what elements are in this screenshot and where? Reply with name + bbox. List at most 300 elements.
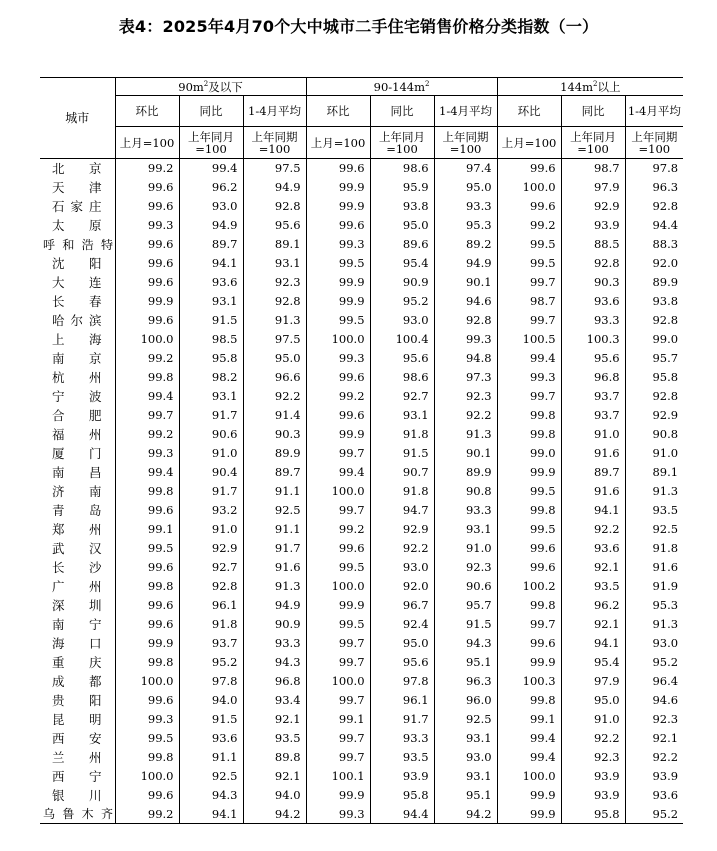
value-cell: 94.4 <box>370 805 434 824</box>
table-row <box>40 710 683 729</box>
value-cell: 99.7 <box>306 691 370 710</box>
value-cell: 92.0 <box>625 254 683 273</box>
city-cell: 武汉 <box>52 541 102 556</box>
value-cell: 92.2 <box>625 748 683 767</box>
value-cell: 91.0 <box>625 444 683 463</box>
value-cell: 99.6 <box>115 596 179 615</box>
table-row <box>40 216 683 235</box>
value-cell: 96.1 <box>370 691 434 710</box>
value-cell: 97.5 <box>243 330 306 349</box>
value-cell: 99.7 <box>497 311 561 330</box>
value-cell: 95.3 <box>434 216 497 235</box>
value-cell: 91.3 <box>243 311 306 330</box>
value-cell: 93.1 <box>179 292 243 311</box>
value-cell: 93.9 <box>370 767 434 786</box>
value-cell: 92.8 <box>625 311 683 330</box>
value-cell: 95.8 <box>370 786 434 805</box>
value-cell: 99.8 <box>497 406 561 425</box>
city-cell: 海口 <box>52 636 102 651</box>
value-cell: 98.7 <box>497 292 561 311</box>
subheader-yoy: 同比 <box>370 96 434 127</box>
value-cell: 94.6 <box>434 292 497 311</box>
value-cell: 92.2 <box>243 387 306 406</box>
value-cell: 95.8 <box>179 349 243 368</box>
group-header-90-144: $90-144m^2$ <box>306 78 497 96</box>
value-cell: 94.4 <box>625 216 683 235</box>
value-cell: 100.0 <box>306 672 370 691</box>
value-cell: 90.8 <box>434 482 497 501</box>
group-header-under-90: $90m^2$及以下 <box>115 78 306 96</box>
value-cell: 95.8 <box>561 805 625 824</box>
value-cell: 99.7 <box>306 748 370 767</box>
value-cell: 95.0 <box>243 349 306 368</box>
table-row <box>40 672 683 691</box>
city-cell: 长春 <box>52 294 102 309</box>
value-cell: 94.9 <box>243 178 306 197</box>
value-cell: 91.3 <box>434 425 497 444</box>
value-cell: 93.9 <box>561 216 625 235</box>
value-cell: 99.6 <box>306 406 370 425</box>
value-cell: 95.0 <box>370 634 434 653</box>
value-cell: 93.0 <box>625 634 683 653</box>
value-cell: 93.5 <box>370 748 434 767</box>
value-cell: 92.8 <box>625 387 683 406</box>
value-cell: 93.9 <box>625 767 683 786</box>
value-cell: 89.7 <box>243 463 306 482</box>
city-cell: 济南 <box>52 484 102 499</box>
value-cell: 99.3 <box>115 710 179 729</box>
value-cell: 90.3 <box>561 273 625 292</box>
value-cell: 94.0 <box>243 786 306 805</box>
value-cell: 88.5 <box>561 235 625 254</box>
value-cell: 95.4 <box>561 653 625 672</box>
value-cell: 99.9 <box>306 786 370 805</box>
value-cell: 99.7 <box>497 387 561 406</box>
city-column-header: 城市 <box>40 78 115 159</box>
value-cell: 92.5 <box>434 710 497 729</box>
value-cell: 94.3 <box>179 786 243 805</box>
city-cell: 南京 <box>52 351 102 366</box>
value-cell: 96.3 <box>434 672 497 691</box>
value-cell: 96.8 <box>561 368 625 387</box>
city-cell: 呼和浩特 <box>43 237 113 252</box>
city-cell: 石家庄 <box>52 199 102 214</box>
value-cell: 92.8 <box>625 197 683 216</box>
city-cell: 兰州 <box>52 750 102 765</box>
city-cell: 成都 <box>52 674 102 689</box>
value-cell: 99.7 <box>306 444 370 463</box>
value-cell: 95.7 <box>434 596 497 615</box>
base-same-month-last-year: 上年同月=100 <box>179 127 243 159</box>
city-cell: 重庆 <box>52 655 102 670</box>
value-cell: 92.9 <box>370 520 434 539</box>
value-cell: 91.1 <box>243 520 306 539</box>
value-cell: 91.7 <box>243 539 306 558</box>
value-cell: 99.5 <box>497 520 561 539</box>
value-cell: 96.0 <box>434 691 497 710</box>
value-cell: 92.2 <box>561 729 625 748</box>
value-cell: 89.9 <box>625 273 683 292</box>
value-cell: 99.7 <box>306 634 370 653</box>
value-cell: 100.0 <box>115 767 179 786</box>
value-cell: 99.6 <box>497 634 561 653</box>
value-cell: 99.7 <box>306 729 370 748</box>
value-cell: 90.6 <box>179 425 243 444</box>
value-cell: 99.3 <box>306 805 370 824</box>
value-cell: 100.0 <box>115 672 179 691</box>
base-same-month-last-year: 上年同月=100 <box>370 127 434 159</box>
value-cell: 99.6 <box>115 178 179 197</box>
value-cell: 95.9 <box>370 178 434 197</box>
value-cell: 100.0 <box>115 330 179 349</box>
value-cell: 97.8 <box>625 159 683 178</box>
city-cell: 南昌 <box>52 465 102 480</box>
city-cell: 杭州 <box>52 370 102 385</box>
value-cell: 91.3 <box>625 615 683 634</box>
value-cell: 95.0 <box>434 178 497 197</box>
value-cell: 91.0 <box>179 444 243 463</box>
value-cell: 95.6 <box>561 349 625 368</box>
value-cell: 93.7 <box>179 634 243 653</box>
table-row <box>40 254 683 273</box>
value-cell: 91.8 <box>625 539 683 558</box>
value-cell: 96.7 <box>370 596 434 615</box>
value-cell: 99.3 <box>306 349 370 368</box>
value-cell: 89.9 <box>243 444 306 463</box>
table-row <box>40 520 683 539</box>
value-cell: 93.6 <box>561 292 625 311</box>
value-cell: 96.4 <box>625 672 683 691</box>
value-cell: 95.6 <box>243 216 306 235</box>
value-cell: 93.8 <box>625 292 683 311</box>
value-cell: 98.5 <box>179 330 243 349</box>
value-cell: 99.1 <box>115 520 179 539</box>
value-cell: 94.3 <box>243 653 306 672</box>
value-cell: 93.1 <box>434 729 497 748</box>
value-cell: 93.8 <box>370 197 434 216</box>
value-cell: 93.7 <box>561 387 625 406</box>
value-cell: 91.1 <box>243 482 306 501</box>
value-cell: 99.2 <box>306 387 370 406</box>
value-cell: 89.1 <box>243 235 306 254</box>
value-cell: 92.3 <box>243 273 306 292</box>
value-cell: 93.1 <box>370 406 434 425</box>
table-row <box>40 596 683 615</box>
value-cell: 93.0 <box>434 748 497 767</box>
value-cell: 99.9 <box>306 292 370 311</box>
value-cell: 92.8 <box>243 292 306 311</box>
value-cell: 99.8 <box>115 748 179 767</box>
city-cell: 南宁 <box>52 617 102 632</box>
value-cell: 99.5 <box>306 558 370 577</box>
value-cell: 95.2 <box>179 653 243 672</box>
table-row <box>40 178 683 197</box>
city-cell: 沈阳 <box>52 256 102 271</box>
value-cell: 93.1 <box>243 254 306 273</box>
value-cell: 99.9 <box>115 292 179 311</box>
value-cell: 100.3 <box>561 330 625 349</box>
value-cell: 92.8 <box>179 577 243 596</box>
value-cell: 97.8 <box>370 672 434 691</box>
value-cell: 99.5 <box>306 615 370 634</box>
value-cell: 99.3 <box>115 444 179 463</box>
value-cell: 92.2 <box>370 539 434 558</box>
value-cell: 95.1 <box>434 786 497 805</box>
city-cell: 太原 <box>52 218 102 233</box>
value-cell: 93.3 <box>434 501 497 520</box>
value-cell: 92.7 <box>370 387 434 406</box>
value-cell: 89.8 <box>243 748 306 767</box>
subheader-ytd-avg: 1-4月平均 <box>625 96 683 127</box>
value-cell: 95.6 <box>370 349 434 368</box>
base-last-month: 上月=100 <box>497 127 561 159</box>
value-cell: 93.3 <box>561 311 625 330</box>
value-cell: 99.2 <box>306 520 370 539</box>
value-cell: 99.9 <box>497 786 561 805</box>
value-cell: 95.2 <box>625 653 683 672</box>
value-cell: 97.3 <box>434 368 497 387</box>
value-cell: 99.6 <box>497 197 561 216</box>
table-title: 表4：2025年4月70个大中城市二手住宅销售价格分类指数（一） <box>118 17 599 36</box>
value-cell: 99.6 <box>115 691 179 710</box>
value-cell: 100.0 <box>497 767 561 786</box>
value-cell: 93.4 <box>243 691 306 710</box>
table-row <box>40 482 683 501</box>
value-cell: 99.9 <box>497 805 561 824</box>
value-cell: 96.3 <box>625 178 683 197</box>
value-cell: 92.4 <box>370 615 434 634</box>
value-cell: 95.3 <box>625 596 683 615</box>
value-cell: 99.5 <box>115 539 179 558</box>
value-cell: 96.2 <box>179 178 243 197</box>
value-cell: 99.6 <box>497 539 561 558</box>
table-row <box>40 558 683 577</box>
table-row <box>40 368 683 387</box>
value-cell: 99.8 <box>115 577 179 596</box>
value-cell: 93.6 <box>625 786 683 805</box>
value-cell: 97.8 <box>179 672 243 691</box>
value-cell: 91.0 <box>561 710 625 729</box>
value-cell: 100.4 <box>370 330 434 349</box>
value-cell: 91.7 <box>370 710 434 729</box>
subheader-yoy: 同比 <box>561 96 625 127</box>
value-cell: 92.9 <box>179 539 243 558</box>
value-cell: 94.9 <box>434 254 497 273</box>
table-row <box>40 197 683 216</box>
value-cell: 99.1 <box>497 710 561 729</box>
value-cell: 99.1 <box>306 710 370 729</box>
value-cell: 99.2 <box>115 349 179 368</box>
table-row <box>40 634 683 653</box>
value-cell: 98.2 <box>179 368 243 387</box>
value-cell: 98.7 <box>561 159 625 178</box>
subheader-mom: 环比 <box>497 96 561 127</box>
value-cell: 99.5 <box>115 729 179 748</box>
value-cell: 91.6 <box>625 558 683 577</box>
value-cell: 90.4 <box>179 463 243 482</box>
value-cell: 99.7 <box>115 406 179 425</box>
value-cell: 91.6 <box>561 444 625 463</box>
base-last-month: 上月=100 <box>306 127 370 159</box>
subheader-ytd-avg: 1-4月平均 <box>434 96 497 127</box>
value-cell: 93.6 <box>179 729 243 748</box>
value-cell: 99.0 <box>497 444 561 463</box>
value-cell: 92.3 <box>561 748 625 767</box>
value-cell: 91.6 <box>243 558 306 577</box>
value-cell: 99.2 <box>115 159 179 178</box>
value-cell: 97.5 <box>243 159 306 178</box>
value-cell: 94.9 <box>243 596 306 615</box>
subheader-yoy: 同比 <box>179 96 243 127</box>
value-cell: 95.0 <box>370 216 434 235</box>
value-cell: 89.7 <box>561 463 625 482</box>
value-cell: 92.1 <box>625 729 683 748</box>
value-cell: 89.6 <box>370 235 434 254</box>
city-cell: 青岛 <box>52 503 102 518</box>
value-cell: 99.5 <box>306 311 370 330</box>
value-cell: 93.6 <box>561 539 625 558</box>
value-cell: 99.8 <box>497 501 561 520</box>
value-cell: 93.7 <box>561 406 625 425</box>
table-row <box>40 539 683 558</box>
value-cell: 96.8 <box>243 672 306 691</box>
value-cell: 91.5 <box>179 710 243 729</box>
value-cell: 99.6 <box>115 235 179 254</box>
value-cell: 100.2 <box>497 577 561 596</box>
value-cell: 100.1 <box>306 767 370 786</box>
value-cell: 100.0 <box>306 330 370 349</box>
value-cell: 99.6 <box>497 159 561 178</box>
value-cell: 91.0 <box>434 539 497 558</box>
value-cell: 99.6 <box>115 615 179 634</box>
value-cell: 94.8 <box>434 349 497 368</box>
value-cell: 91.5 <box>370 444 434 463</box>
value-cell: 99.6 <box>115 786 179 805</box>
subheader-mom: 环比 <box>306 96 370 127</box>
value-cell: 95.1 <box>434 653 497 672</box>
value-cell: 95.2 <box>625 805 683 824</box>
value-cell: 89.1 <box>625 463 683 482</box>
value-cell: 99.8 <box>497 425 561 444</box>
base-same-period-last-year: 上年同期=100 <box>434 127 497 159</box>
base-same-period-last-year: 上年同期=100 <box>625 127 683 159</box>
city-cell: 深圳 <box>52 598 102 613</box>
table-row <box>40 330 683 349</box>
value-cell: 92.9 <box>561 197 625 216</box>
value-cell: 92.1 <box>243 710 306 729</box>
city-cell: 广州 <box>52 579 102 594</box>
value-cell: 89.9 <box>434 463 497 482</box>
value-cell: 99.7 <box>497 615 561 634</box>
value-cell: 93.1 <box>434 767 497 786</box>
value-cell: 90.3 <box>243 425 306 444</box>
table-body <box>40 159 683 824</box>
value-cell: 99.9 <box>306 273 370 292</box>
value-cell: 99.4 <box>115 463 179 482</box>
value-cell: 99.6 <box>115 311 179 330</box>
value-cell: 99.9 <box>306 425 370 444</box>
value-cell: 93.9 <box>561 767 625 786</box>
table-header <box>40 78 683 159</box>
value-cell: 91.1 <box>179 748 243 767</box>
base-same-month-last-year: 上年同月=100 <box>561 127 625 159</box>
value-cell: 99.7 <box>306 501 370 520</box>
value-cell: 99.4 <box>115 387 179 406</box>
value-cell: 94.1 <box>179 805 243 824</box>
value-cell: 92.3 <box>434 387 497 406</box>
value-cell: 92.7 <box>179 558 243 577</box>
value-cell: 99.8 <box>115 653 179 672</box>
value-cell: 100.5 <box>497 330 561 349</box>
value-cell: 100.0 <box>306 482 370 501</box>
value-cell: 100.3 <box>497 672 561 691</box>
value-cell: 92.1 <box>561 615 625 634</box>
value-cell: 99.5 <box>306 254 370 273</box>
value-cell: 91.7 <box>179 482 243 501</box>
table-row <box>40 349 683 368</box>
table-row <box>40 387 683 406</box>
value-cell: 99.8 <box>497 596 561 615</box>
value-cell: 95.7 <box>625 349 683 368</box>
value-cell: 99.6 <box>306 159 370 178</box>
value-cell: 92.8 <box>561 254 625 273</box>
table-row <box>40 406 683 425</box>
value-cell: 99.3 <box>497 368 561 387</box>
value-cell: 99.3 <box>115 216 179 235</box>
city-cell: 福州 <box>52 427 102 442</box>
value-cell: 95.4 <box>370 254 434 273</box>
value-cell: 97.4 <box>434 159 497 178</box>
value-cell: 99.3 <box>434 330 497 349</box>
value-cell: 92.9 <box>625 406 683 425</box>
value-cell: 92.3 <box>625 710 683 729</box>
price-index-table <box>40 77 683 824</box>
table-row <box>40 786 683 805</box>
base-row <box>40 127 683 159</box>
value-cell: 94.1 <box>561 634 625 653</box>
value-cell: 92.5 <box>625 520 683 539</box>
table-row <box>40 615 683 634</box>
value-cell: 93.1 <box>434 520 497 539</box>
city-cell: 郑州 <box>52 522 102 537</box>
value-cell: 90.9 <box>370 273 434 292</box>
value-cell: 91.8 <box>179 615 243 634</box>
value-cell: 94.2 <box>434 805 497 824</box>
value-cell: 99.8 <box>115 482 179 501</box>
value-cell: 100.0 <box>306 577 370 596</box>
table-row <box>40 311 683 330</box>
value-cell: 91.9 <box>625 577 683 596</box>
value-cell: 91.0 <box>561 425 625 444</box>
value-cell: 92.5 <box>243 501 306 520</box>
value-cell: 99.6 <box>115 501 179 520</box>
table-row <box>40 273 683 292</box>
city-cell: 合肥 <box>52 408 102 423</box>
table-row <box>40 159 683 178</box>
value-cell: 99.6 <box>115 254 179 273</box>
value-cell: 92.8 <box>434 311 497 330</box>
value-cell: 93.5 <box>561 577 625 596</box>
value-cell: 96.2 <box>561 596 625 615</box>
value-cell: 91.4 <box>243 406 306 425</box>
base-last-month: 上月=100 <box>115 127 179 159</box>
value-cell: 91.3 <box>243 577 306 596</box>
table-row <box>40 444 683 463</box>
value-cell: 93.5 <box>243 729 306 748</box>
value-cell: 92.3 <box>434 558 497 577</box>
value-cell: 94.1 <box>179 254 243 273</box>
value-cell: 99.9 <box>497 653 561 672</box>
